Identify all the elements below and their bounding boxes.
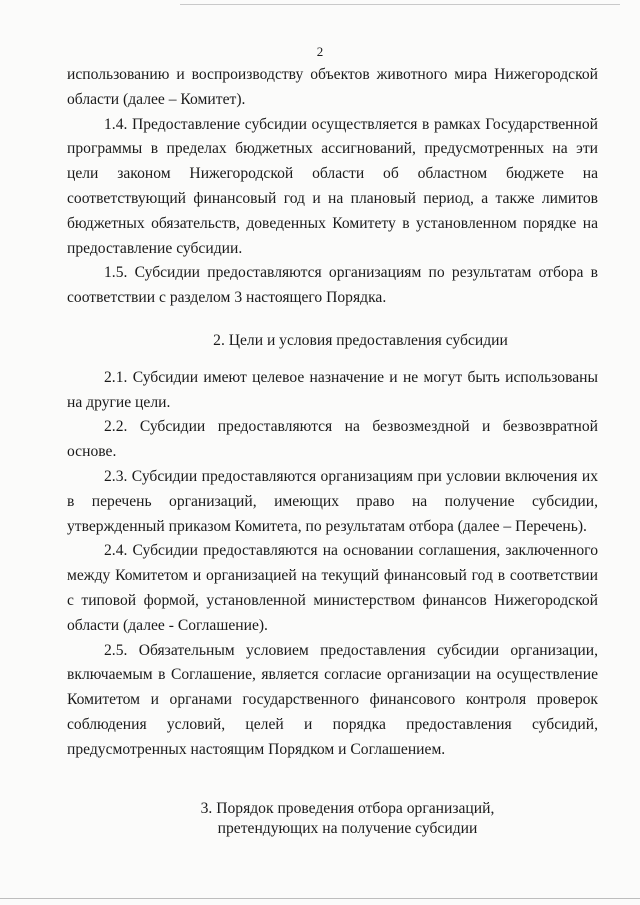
section-3-heading <box>67 799 598 839</box>
paragraph-1-4: 1.4. Предоставление субсидии осуществляется в рамках Государственной программы в пределах бюджетных ассигнований, предусмотренных на эти цели законом Нижегородской области об областном бюджете на соответствующий финансовый год и на плановый период, а также лимитов бюджетных обязательств, доведенных Комитету в установленном порядке на предоставление субсидии. <box>67 115 598 257</box>
page-number: 2 <box>316 44 324 59</box>
section-3-heading-line-1: 3. Порядок проведения отбора организаций, <box>200 799 495 817</box>
scan-edge-bottom <box>0 898 640 899</box>
paragraph-continuation: использованию и воспроизводству объектов животного мира Нижегородской области (далее – Комитет). <box>67 66 598 108</box>
section-2-heading: 2. Цели и условия предоставления субсидии <box>213 331 508 349</box>
document-body <box>67 63 598 839</box>
paragraph-2-1: 2.1. Субсидии имеют целевое назначение и не могут быть использованы на другие цели. <box>67 368 598 411</box>
scan-edge-top <box>180 4 620 5</box>
paragraph-2-5: 2.5. Обязательным условием предоставления субсидии организации, включаемым в Соглашение, является согласие организации на осуществление Комитетом и органами государственного финансового контроля проверок соблюдения условий, целей и порядка предоставления субсидий, предусмотренных настоящим Порядком и Соглашением. <box>67 641 598 758</box>
paragraph-2-4: 2.4. Субсидии предоставляются на основании соглашения, заключенного между Комитетом и организацией на текущий финансовый год в соответствии с типовой формой, установленной министерством финансов Нижегородской области (далее - Соглашение). <box>67 542 598 634</box>
paragraph-1-5: 1.5. Субсидии предоставляются организациям по результатам отбора в соответствии с разделом 3 настоящего Порядка. <box>67 264 598 307</box>
paragraph-2-3: 2.3. Субсидии предоставляются организациям при условии включения их в перечень организаций, имеющих право на получение субсидии, утвержденный приказом Комитета, по результатам отбора (далее – Перечень). <box>67 467 598 535</box>
paragraph-2-2: 2.2. Субсидии предоставляются на безвозмездной и безвозвратной основе. <box>67 418 598 461</box>
section-3-heading-line-2: претендующих на получение субсидии <box>217 819 478 837</box>
